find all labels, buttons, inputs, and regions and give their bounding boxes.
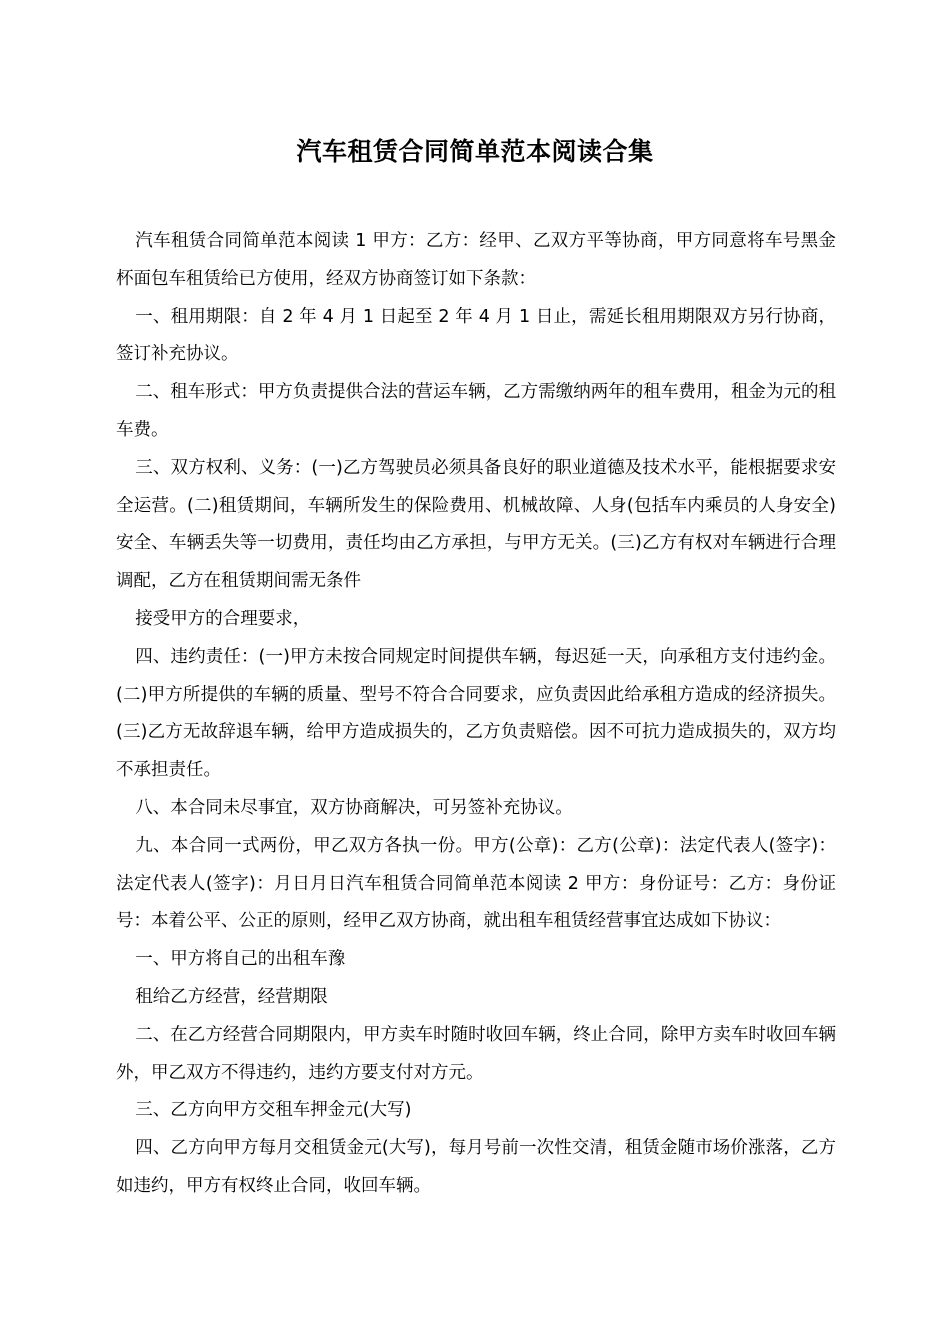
paragraph-intro: 汽车租赁合同简单范本阅读 1 甲方：乙方：经甲、乙双方平等协商，甲方同意将车号黑金杯面包车租赁给已方使用，经双方协商签订如下条款：	[116, 231, 836, 289]
paragraph-vehicle-recall: 二、在乙方经营合同期限内，甲方卖车时随时收回车辆，终止合同，除甲方卖车时收回车辆外，甲乙双方不得违约，违约方要支付对方元。	[116, 1024, 836, 1083]
paragraph-unresolved-matters: 八、本合同未尽事宜，双方协商解决，可另签补充协议。	[135, 797, 573, 818]
paragraph-operation-term: 租给乙方经营，经营期限	[135, 986, 328, 1007]
paragraph-lease-form: 二、租车形式：甲方负责提供合法的营运车辆，乙方需缴纳两年的租车费用，租金为元的租车费。	[116, 382, 836, 440]
paragraph-monthly-rent: 四、乙方向甲方每月交租赁金元(大写)，每月号前一次性交清，租赁金随市场价涨落，乙方如违约，甲方有权终止合同，收回车辆。	[116, 1138, 836, 1196]
paragraph-accept-requirements: 接受甲方的合理要求，	[135, 608, 311, 629]
paragraph-taxi-lease: 一、甲方将自己的出租车豫	[135, 949, 346, 970]
paragraph-lease-term: 一、租用期限：自 2 年 4 月 1 日起至 2 年 4 月 1 日止，需延长租用期限双方另行协商，签订补充协议。	[116, 306, 836, 365]
paragraph-liability: 四、违约责任：(一)甲方未按合同规定时间提供车辆，每迟延一天，向承租方支付违约金。(二)甲方所提供的车辆的质量、型号不符合合同要求，应负责因此给承租方造成的经济损失。(三)乙方无故辞退车辆，给甲方造成损失的，乙方负责赔偿。因不可抗力造成损失的，双方均不承担责任。	[116, 646, 836, 781]
document-title: 汽车租赁合同简单范本阅读合集	[296, 137, 654, 166]
paragraph-rights-duties: 三、双方权利、义务：(一)乙方驾驶员必须具备良好的职业道德及技术水平，能根据要求安全运营。(二)租赁期间，车辆所发生的保险费用、机械故障、人身(包括车内乘员的人身安全)安全、车辆丢失等一切费用，责任均由乙方承担，与甲方无关。(三)乙方有权对车辆进行合理调配，乙方在租赁期间需无条件	[116, 457, 836, 592]
document-body	[116, 223, 836, 1206]
paragraph-copies-signatures: 九、本合同一式两份，甲乙双方各执一份。甲方(公章)：乙方(公章)：法定代表人(签字)：法定代表人(签字)：月日月日汽车租赁合同简单范本阅读 2 甲方：身份证号：乙方：身份证号：本着公平、公正的原则，经甲乙双方协商，就出租车租赁经营事宜达成如下协议：	[116, 835, 836, 932]
paragraph-deposit: 三、乙方向甲方交租车押金元(大写)	[135, 1100, 412, 1121]
